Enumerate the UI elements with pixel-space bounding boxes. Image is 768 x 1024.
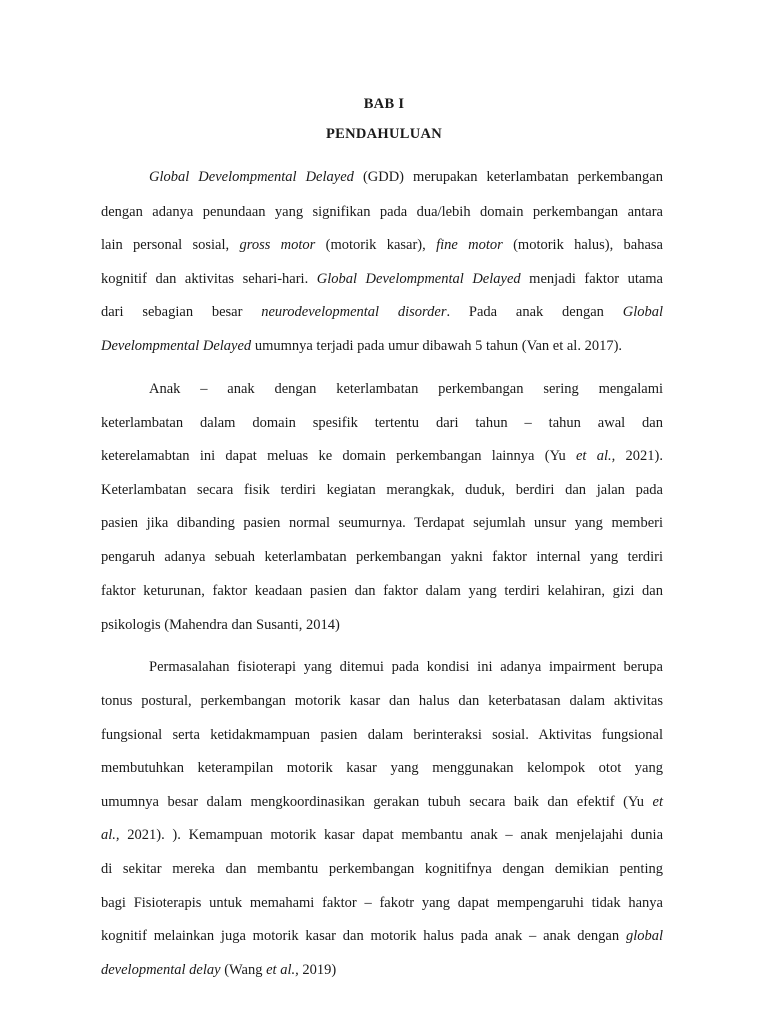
paragraph-line: Global Develompmental Delayed (GDD) merupakan keterlambatan perkembangan (149, 169, 663, 185)
paragraph-line: umumnya besar dalam mengkoordinasikan gerakan tubuh secara baik dan efektif (Yu et (101, 794, 663, 810)
paragraph-line: lain personal sosial, gross motor (motorik kasar), fine motor (motorik halus), bahasa (101, 237, 663, 253)
paragraph-line: keterelamabtan ini dapat meluas ke domain perkembangan lainnya (Yu et al., 2021). (101, 448, 663, 464)
chapter-number: BAB I (363, 96, 405, 112)
paragraph-line: Keterlambatan secara fisik terdiri kegiatan merangkak, duduk, berdiri dan jalan pada (101, 482, 663, 498)
paragraph-line: al., 2021). ). Kemampuan motorik kasar dapat membantu anak – anak menjelajahi dunia (101, 827, 663, 843)
paragraph-line: membutuhkan keterampilan motorik kasar yang menggunakan kelompok otot yang (101, 760, 663, 776)
paragraph-line: Permasalahan fisioterapi yang ditemui pada kondisi ini adanya impairment berupa (149, 659, 663, 675)
paragraph-line: developmental delay (Wang et al., 2019) (101, 962, 337, 978)
paragraph-line: Develompmental Delayed umumnya terjadi pada umur dibawah 5 tahun (Van et al. 2017). (101, 338, 623, 354)
paragraph-line: dari sebagian besar neurodevelopmental disorder. Pada anak dengan Global (101, 304, 663, 320)
paragraph-line: Anak – anak dengan keterlambatan perkembangan sering mengalami (149, 381, 663, 397)
paragraph-line: kognitif melainkan juga motorik kasar dan motorik halus pada anak – anak dengan global (101, 928, 663, 944)
paragraph-line: fungsional serta ketidakmampuan pasien dalam berinteraksi sosial. Aktivitas fungsional (101, 727, 663, 743)
paragraph-line: kognitif dan aktivitas sehari-hari. Global Develompmental Delayed menjadi faktor utama (101, 271, 663, 287)
paragraph-line: bagi Fisioterapis untuk memahami faktor – fakotr yang dapat mempengaruhi tidak hanya (101, 895, 663, 911)
paragraph-line: pengaruh adanya sebuah keterlambatan perkembangan yakni faktor internal yang terdiri (101, 549, 663, 565)
paragraph-line: pasien jika dibanding pasien normal seumurnya. Terdapat sejumlah unsur yang memberi (101, 515, 663, 531)
paragraph-line: faktor keturunan, faktor keadaan pasien dan faktor dalam yang terdiri kelahiran, gizi dan (101, 583, 663, 599)
paragraph-line: tonus postural, perkembangan motorik kasar dan halus dan keterbatasan dalam aktivitas (101, 693, 663, 709)
paragraph-line: di sekitar mereka dan membantu perkembangan kognitifnya dengan demikian penting (101, 861, 663, 877)
paragraph-line: dengan adanya penundaan yang signifikan pada dua/lebih domain perkembangan antara (101, 204, 663, 220)
chapter-title: PENDAHULUAN (325, 126, 443, 142)
paragraph-line: psikologis (Mahendra dan Susanti, 2014) (101, 617, 340, 633)
paragraph-line: keterlambatan dalam domain spesifik tertentu dari tahun – tahun awal dan (101, 415, 663, 431)
